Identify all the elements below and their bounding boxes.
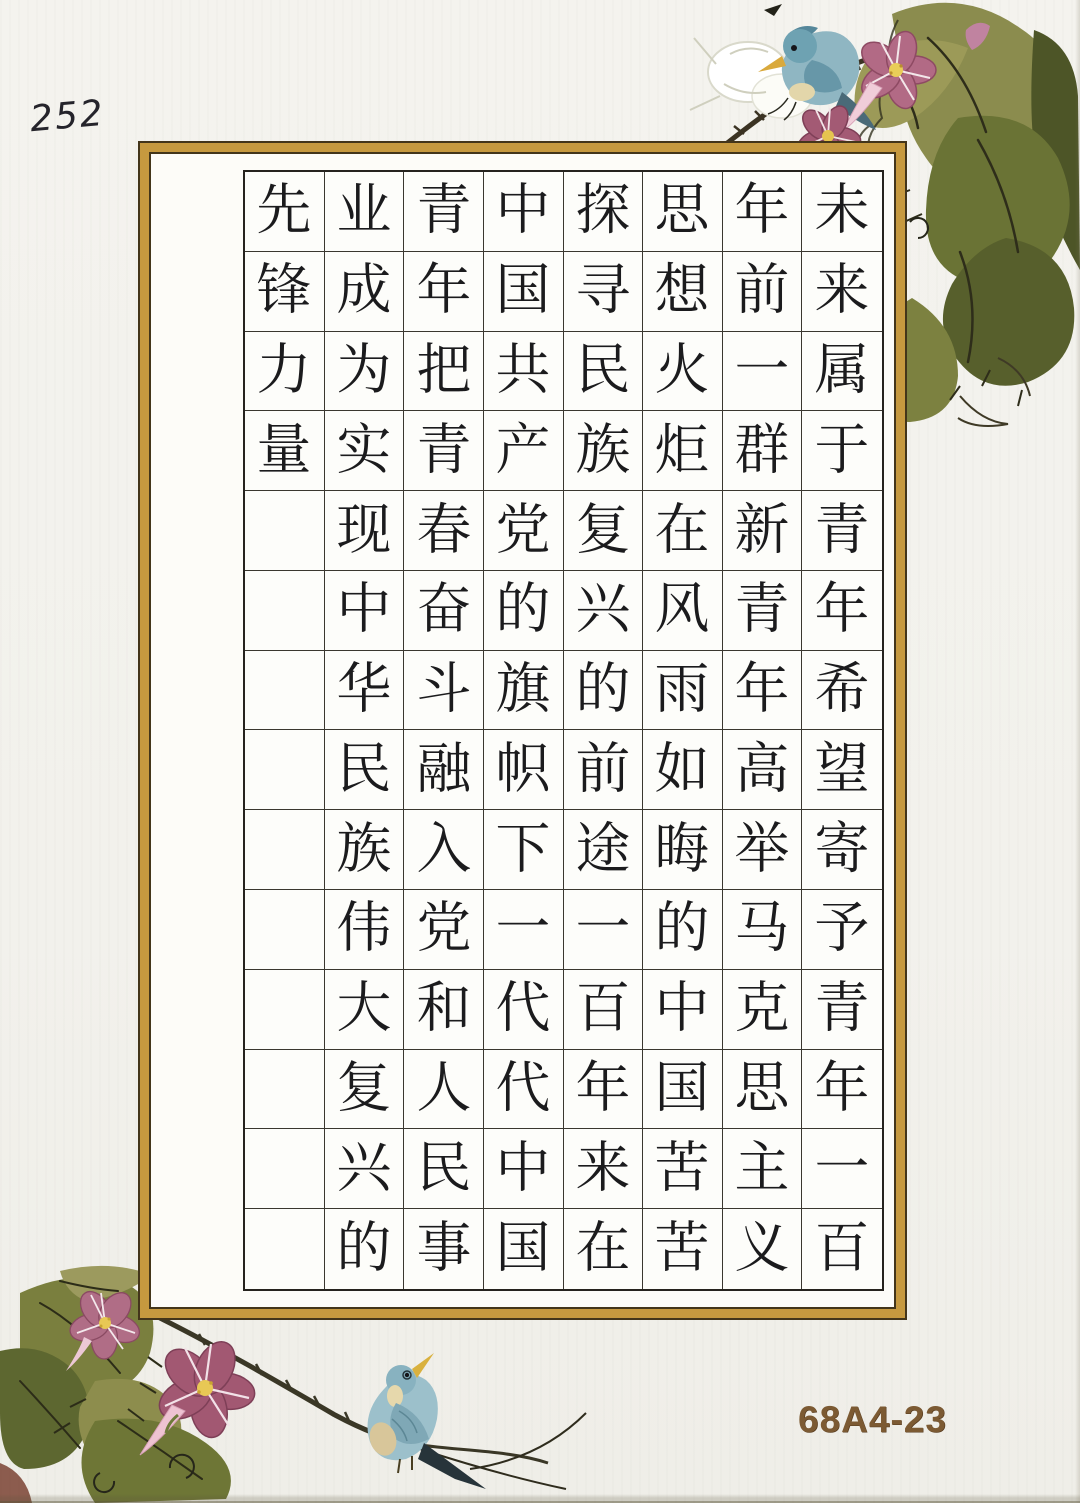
hanzi-character: 大 xyxy=(336,976,392,1041)
grid-cell xyxy=(325,970,405,1050)
hanzi-character: 来 xyxy=(575,1136,631,1201)
grid-cell xyxy=(404,730,484,810)
grid-cell xyxy=(723,571,803,651)
hanzi-character: 成 xyxy=(336,258,392,323)
grid-cell xyxy=(245,1209,325,1289)
grid-cell xyxy=(802,810,882,890)
hanzi-character: 帜 xyxy=(495,737,551,802)
grid-cell xyxy=(723,890,803,970)
grid-cell xyxy=(484,252,564,332)
grid-cell xyxy=(404,890,484,970)
hanzi-character: 一 xyxy=(575,897,631,961)
hanzi-character: 探 xyxy=(575,179,631,243)
grid-cell xyxy=(564,730,644,810)
grid-cell xyxy=(484,1129,564,1209)
hanzi-character: 兴 xyxy=(575,577,631,642)
hanzi-character: 旗 xyxy=(495,657,551,722)
hanzi-character: 希 xyxy=(814,657,870,722)
hanzi-character: 先 xyxy=(256,179,312,243)
hanzi-character: 实 xyxy=(336,418,392,483)
hanzi-character: 来 xyxy=(814,258,870,323)
grid-cell xyxy=(325,571,405,651)
grid-cell xyxy=(723,1050,803,1130)
hanzi-character: 国 xyxy=(654,1056,710,1121)
grid-cell xyxy=(723,1209,803,1289)
hanzi-character: 青 xyxy=(416,179,472,243)
grid-cell xyxy=(564,491,644,571)
hanzi-character: 苦 xyxy=(654,1136,710,1201)
character-grid xyxy=(243,170,884,1291)
grid-cell xyxy=(723,252,803,332)
grid-cell xyxy=(802,970,882,1050)
grid-cell xyxy=(802,332,882,412)
grid-cell xyxy=(325,651,405,731)
hanzi-character: 把 xyxy=(416,338,472,403)
grid-cell xyxy=(643,651,723,731)
grid-cell xyxy=(564,252,644,332)
hanzi-character: 举 xyxy=(734,817,790,882)
page-edge-shadow-right xyxy=(1075,0,1080,1503)
hanzi-character: 代 xyxy=(495,1056,551,1121)
hanzi-character: 克 xyxy=(734,976,790,1041)
hanzi-character: 春 xyxy=(416,498,472,562)
grid-cell xyxy=(723,1129,803,1209)
hanzi-character: 百 xyxy=(814,1216,870,1281)
hanzi-character: 中 xyxy=(654,976,710,1041)
hanzi-character: 风 xyxy=(654,577,710,642)
grid-cell xyxy=(802,411,882,491)
grid-cell xyxy=(643,890,723,970)
hanzi-character: 前 xyxy=(575,737,631,802)
grid-cell xyxy=(564,1209,644,1289)
grid-cell xyxy=(404,411,484,491)
grid-cell xyxy=(484,1209,564,1289)
hanzi-character: 年 xyxy=(575,1056,631,1121)
grid-cell xyxy=(564,1129,644,1209)
grid-cell xyxy=(564,890,644,970)
grid-cell xyxy=(245,1050,325,1130)
grid-cell xyxy=(643,810,723,890)
grid-cell xyxy=(484,890,564,970)
hanzi-character: 寻 xyxy=(575,258,631,323)
hanzi-character: 寄 xyxy=(814,817,870,882)
hanzi-character: 的 xyxy=(575,657,631,722)
grid-cell xyxy=(245,730,325,810)
hanzi-character: 炬 xyxy=(654,418,710,483)
hanzi-character: 族 xyxy=(336,817,392,882)
grid-cell xyxy=(245,491,325,571)
grid-cell xyxy=(643,252,723,332)
grid-cell xyxy=(802,491,882,571)
hanzi-character: 国 xyxy=(495,258,551,323)
hanzi-character: 一 xyxy=(495,897,551,961)
grid-cell xyxy=(643,730,723,810)
grid-cell xyxy=(404,491,484,571)
grid-cell xyxy=(564,1050,644,1130)
hanzi-character: 为 xyxy=(336,338,392,403)
hanzi-character: 事 xyxy=(416,1216,472,1281)
grid-cell xyxy=(484,651,564,731)
grid-cell xyxy=(643,571,723,651)
grid-cell xyxy=(802,651,882,731)
grid-cell xyxy=(484,730,564,810)
hanzi-character: 党 xyxy=(416,897,472,961)
hanzi-character: 前 xyxy=(734,258,790,323)
grid-cell xyxy=(404,651,484,731)
grid-cell xyxy=(404,1209,484,1289)
grid-cell xyxy=(484,332,564,412)
hanzi-character: 复 xyxy=(575,498,631,562)
hanzi-character: 青 xyxy=(416,418,472,483)
hanzi-character: 人 xyxy=(416,1056,472,1121)
grid-cell xyxy=(484,970,564,1050)
page-edge-shadow xyxy=(0,1494,1080,1503)
hanzi-character: 青 xyxy=(814,498,870,562)
grid-cell xyxy=(723,651,803,731)
hanzi-character: 在 xyxy=(654,498,710,562)
hanzi-character: 青 xyxy=(814,976,870,1041)
hanzi-character: 晦 xyxy=(654,817,710,882)
hanzi-character: 的 xyxy=(495,577,551,642)
grid-cell xyxy=(723,970,803,1050)
hanzi-character: 下 xyxy=(495,817,551,882)
hanzi-character: 中 xyxy=(336,577,392,642)
grid-cell xyxy=(564,651,644,731)
hanzi-character: 一 xyxy=(734,338,790,403)
hanzi-character: 百 xyxy=(575,976,631,1041)
hanzi-character: 青 xyxy=(734,577,790,642)
hanzi-character: 在 xyxy=(575,1216,631,1281)
grid-cell xyxy=(325,252,405,332)
grid-cell xyxy=(484,810,564,890)
grid-cell xyxy=(245,810,325,890)
grid-cell xyxy=(245,332,325,412)
hanzi-character: 业 xyxy=(336,179,392,243)
hanzi-character: 力 xyxy=(256,338,312,403)
grid-cell xyxy=(484,571,564,651)
grid-cell xyxy=(723,491,803,571)
handwritten-page-number: 252 xyxy=(28,92,107,141)
grid-cell xyxy=(643,1209,723,1289)
hanzi-character: 望 xyxy=(814,737,870,802)
grid-cell xyxy=(325,1050,405,1130)
grid-cell xyxy=(802,890,882,970)
hanzi-character: 年 xyxy=(814,577,870,642)
grid-cell xyxy=(723,411,803,491)
hanzi-character: 共 xyxy=(495,338,551,403)
grid-cell xyxy=(643,1129,723,1209)
hanzi-character: 和 xyxy=(416,976,472,1041)
hanzi-character: 予 xyxy=(814,897,870,961)
grid-cell xyxy=(723,332,803,412)
grid-cell xyxy=(404,172,484,252)
hanzi-character: 民 xyxy=(336,737,392,802)
grid-cell xyxy=(643,491,723,571)
grid-cell xyxy=(484,1050,564,1130)
grid-cell xyxy=(245,970,325,1050)
grid-cell xyxy=(325,332,405,412)
hanzi-character: 入 xyxy=(416,817,472,882)
grid-cell xyxy=(404,332,484,412)
grid-cell xyxy=(484,491,564,571)
grid-cell xyxy=(325,411,405,491)
grid-cell xyxy=(484,411,564,491)
hanzi-character: 中 xyxy=(495,179,551,243)
sheet-code: 68A4-23 xyxy=(798,1399,947,1440)
grid-cell xyxy=(325,491,405,571)
hanzi-character: 斗 xyxy=(416,657,472,722)
grid-cell xyxy=(245,571,325,651)
grid-cell xyxy=(404,1050,484,1130)
grid-cell xyxy=(325,172,405,252)
hanzi-character: 马 xyxy=(734,897,790,961)
hanzi-character: 奋 xyxy=(416,577,472,642)
grid-cell xyxy=(564,411,644,491)
grid-cell xyxy=(723,810,803,890)
hanzi-character: 华 xyxy=(336,657,392,722)
grid-cell xyxy=(245,252,325,332)
hanzi-character: 新 xyxy=(734,498,790,562)
hanzi-character: 的 xyxy=(336,1216,392,1281)
hanzi-character: 年 xyxy=(416,258,472,323)
grid-cell xyxy=(325,1129,405,1209)
grid-cell xyxy=(404,1129,484,1209)
hanzi-character: 一 xyxy=(814,1136,870,1201)
hanzi-character: 属 xyxy=(814,338,870,403)
hanzi-character: 年 xyxy=(814,1056,870,1121)
grid-cell xyxy=(802,1209,882,1289)
grid-cell xyxy=(404,571,484,651)
hanzi-character: 党 xyxy=(495,498,551,562)
grid-cell xyxy=(325,890,405,970)
grid-cell xyxy=(245,172,325,252)
grid-cell xyxy=(245,411,325,491)
grid-cell xyxy=(643,1050,723,1130)
hanzi-character: 苦 xyxy=(654,1216,710,1281)
grid-cell xyxy=(802,172,882,252)
grid-cell xyxy=(484,172,564,252)
hanzi-character: 年 xyxy=(734,179,790,243)
hanzi-character: 复 xyxy=(336,1056,392,1121)
grid-cell xyxy=(643,970,723,1050)
hanzi-character: 主 xyxy=(734,1136,790,1201)
grid-cell xyxy=(564,571,644,651)
grid-cell xyxy=(325,1209,405,1289)
hanzi-character: 兴 xyxy=(336,1136,392,1201)
grid-cell xyxy=(245,890,325,970)
hanzi-character: 锋 xyxy=(256,258,312,323)
hanzi-character: 高 xyxy=(734,737,790,802)
grid-cell xyxy=(802,1050,882,1130)
hanzi-character: 族 xyxy=(575,418,631,483)
hanzi-character: 国 xyxy=(495,1216,551,1281)
grid-cell xyxy=(802,1129,882,1209)
grid-cell xyxy=(723,730,803,810)
grid-cell xyxy=(404,252,484,332)
hanzi-character: 想 xyxy=(654,258,710,323)
grid-cell xyxy=(245,1129,325,1209)
grid-cell xyxy=(802,252,882,332)
hanzi-character: 义 xyxy=(734,1216,790,1281)
grid-cell xyxy=(643,332,723,412)
grid-cell xyxy=(245,651,325,731)
hanzi-character: 产 xyxy=(495,418,551,483)
bird-icon xyxy=(365,1353,486,1489)
grid-cell xyxy=(404,970,484,1050)
hanzi-character: 融 xyxy=(416,737,472,802)
grid-cell xyxy=(643,172,723,252)
grid-cell xyxy=(643,411,723,491)
grid-cell xyxy=(325,730,405,810)
hanzi-character: 民 xyxy=(416,1136,472,1201)
grid-cell xyxy=(723,172,803,252)
hanzi-character: 量 xyxy=(256,418,312,483)
grid-cell xyxy=(802,571,882,651)
grid-cell xyxy=(325,810,405,890)
hanzi-character: 的 xyxy=(654,897,710,961)
grid-cell xyxy=(564,332,644,412)
grid-cell xyxy=(802,730,882,810)
hanzi-character: 思 xyxy=(734,1056,790,1121)
hanzi-character: 现 xyxy=(336,498,392,562)
hanzi-character: 中 xyxy=(495,1136,551,1201)
hanzi-character: 群 xyxy=(734,418,790,483)
hanzi-character: 途 xyxy=(575,817,631,882)
hanzi-character: 未 xyxy=(814,179,870,243)
hanzi-character: 雨 xyxy=(654,657,710,722)
hanzi-character: 代 xyxy=(495,976,551,1041)
grid-cell xyxy=(564,810,644,890)
hanzi-character: 火 xyxy=(654,338,710,403)
grid-cell xyxy=(404,810,484,890)
hanzi-character: 思 xyxy=(654,179,710,243)
hanzi-character: 如 xyxy=(654,737,710,802)
grid-cell xyxy=(564,172,644,252)
hanzi-character: 伟 xyxy=(336,897,392,961)
hanzi-character: 年 xyxy=(734,657,790,722)
grid-cell xyxy=(564,970,644,1050)
hanzi-character: 于 xyxy=(814,418,870,483)
hanzi-character: 民 xyxy=(575,338,631,403)
